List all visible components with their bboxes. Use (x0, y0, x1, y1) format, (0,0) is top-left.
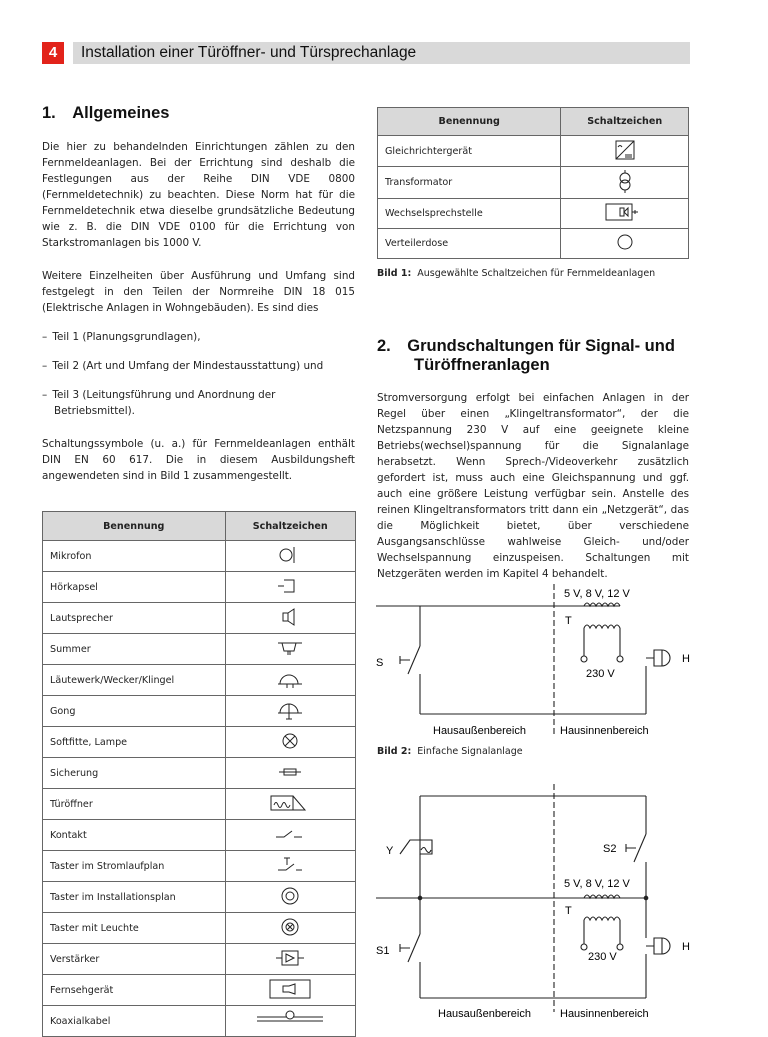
hoerkapsel-symbol (270, 575, 310, 597)
inside-label: Hausinnenbereich (560, 725, 649, 737)
col-header-benennung: Benennung (43, 512, 226, 541)
table-row-label: Taster im Stromlaufplan (43, 851, 226, 882)
door-opener-coil (421, 848, 431, 853)
transformer-secondary-coil (584, 603, 620, 606)
lautsprecher-symbol (270, 606, 310, 628)
terminal-icon (581, 656, 587, 662)
taster-symbol (270, 854, 310, 876)
koax-symbol (255, 1009, 325, 1031)
transformer-primary-coil (584, 625, 620, 656)
symbol-table-left (42, 511, 356, 1037)
table-row-label: Sicherung (43, 758, 226, 789)
figure1-text: Ausgewählte Schaltzeichen für Fernmeldeanlagen (417, 268, 656, 279)
table-row-label: Transformator (378, 167, 561, 199)
section1-heading: 1. Allgemeines (42, 104, 170, 122)
table-row-label: Läutewerk/Wecker/Klingel (43, 665, 226, 696)
taster-install-symbol (270, 885, 310, 907)
outside-label: Hausaußenbereich (438, 1008, 531, 1020)
col-header-schaltzeichen: Schaltzeichen (225, 512, 355, 541)
gleichrichter-symbol (605, 139, 645, 161)
summer-symbol (270, 637, 310, 659)
switch-s1-actuator (400, 944, 410, 952)
door-opener-label: Y (386, 845, 394, 857)
section2-heading-line2: Türöffneranlagen (414, 356, 550, 374)
switch-s-actuator (400, 656, 410, 664)
bell-label: H (682, 941, 690, 953)
transformer-primary-coil (584, 917, 620, 944)
terminal-icon (617, 656, 623, 662)
bell-h-symbol (646, 938, 670, 954)
section2-heading (377, 337, 697, 375)
table-row-label: Koaxialkabel (43, 1006, 226, 1037)
transformer-label: T (565, 905, 572, 917)
section1-list (42, 329, 355, 419)
figure2-label: Bild 2: (377, 746, 412, 757)
switch-label: S (376, 657, 384, 669)
list-item: – Teil 1 (Planungsgrundlagen), (42, 331, 201, 343)
table-row-label: Wechselsprechstelle (378, 199, 561, 229)
chapter-number: 4 (42, 42, 64, 64)
transformer-secondary-coil (584, 895, 620, 898)
mains-label: 230 V (586, 668, 615, 680)
wechselsprech-symbol (600, 201, 650, 223)
section2-paragraph: Stromversorgung erfolgt bei einfachen Anlagen in der Regel über einen „Klingeltransformator“, der die Netzspannung 230 V auf eine geeignete kleine Betriebs(wechsel)spannung für die Signalanlage herabsetzt. Wenn Sprech-/Videoverkehr zusätzlich gefordert ist, muss auch eine Gleichspannung und ggf. auch eine größere Leistung verfügbar sein. Anstelle des reinen Klingeltransformators tritt dann ein „Netzgerät“, das die Möglichkeit bietet, über verschiedene Ausgangsanschlüsse wahlweise Gleich- und/oder Wechselspannung einzuspeisen. Schaltungen mit Netzgeräten werden im Kapitel 4 behandelt. (377, 392, 689, 580)
inside-label: Hausinnenbereich (560, 1008, 649, 1020)
fernseh-symbol (265, 978, 315, 1000)
lampe-symbol (270, 730, 310, 752)
switch-s2-label: S2 (603, 843, 617, 855)
figure2-text: Einfache Signalanlage (417, 746, 523, 757)
list-item: – Teil 3 (Leitungsführung und Anordnung der Betriebsmittel). (42, 389, 276, 417)
sicherung-symbol (270, 761, 310, 783)
table-row-label: Summer (43, 634, 226, 665)
figure1-caption (377, 268, 655, 279)
transformator-symbol (605, 169, 645, 193)
table-row-label: Kontakt (43, 820, 226, 851)
bell-h-symbol (646, 650, 670, 666)
terminal-icon (617, 944, 623, 950)
list-item: – Teil 2 (Art und Umfang der Mindestausstattung) und (42, 360, 324, 372)
diagram-simple-signal-system (376, 584, 692, 740)
symbol-table-right (377, 107, 689, 259)
switch-s2-actuator (626, 844, 636, 852)
table-row-label: Türöffner (43, 789, 226, 820)
table-row-label: Verteilerdose (378, 229, 561, 259)
voltage-label: 5 V, 8 V, 12 V (564, 588, 630, 600)
table-row-label: Hörkapsel (43, 572, 226, 603)
table-row-label: Mikrofon (43, 541, 226, 572)
table-row-label: Verstärker (43, 944, 226, 975)
col-header-benennung: Benennung (378, 108, 561, 136)
outside-label: Hausaußenbereich (433, 725, 526, 737)
section1-paragraph3: Schaltungssymbole (u. a.) für Fernmeldeanlagen enthält DIN EN 60 617. Die in diesem Ausbildungsheft angewendeten sind in Bild 1 zusammengestellt. (42, 438, 355, 482)
tueroeffner-symbol (265, 792, 315, 814)
klingel-symbol (270, 668, 310, 690)
switch-s1-label: S1 (376, 945, 390, 957)
figure1-label: Bild 1: (377, 268, 412, 279)
section1-paragraph1: Die hier zu behandelnden Einrichtungen zählen zu den Fernmeldeanlagen. Bei der Errichtung sind deshalb die Festlegungen aus der Reihe DIN VDE 0800 (Fernmeldetechnik) zu beachten. Diese Norm hat für die Fernmeldetechnik etwa dieselbe grundsätzliche Bedeutung wie z. B. die DIN VDE 0100 für die Errichtung von Starkstromanlagen bis 1000 V. (42, 141, 355, 249)
chapter-title: Installation einer Türöffner- und Türsprechanlage (81, 44, 417, 61)
gong-symbol (270, 699, 310, 721)
transformer-label: T (565, 615, 572, 627)
taster-leuchte-symbol (270, 916, 310, 938)
col-header-schaltzeichen: Schaltzeichen (561, 108, 689, 136)
verstaerker-symbol (270, 947, 310, 969)
terminal-icon (581, 944, 587, 950)
table-row-label: Gong (43, 696, 226, 727)
bell-label: H (682, 653, 690, 665)
section1-paragraph2: Weitere Einzelheiten über Ausführung und Umfang sind festgelegt in den Teilen der Normreihe DIN 18 015 (Elektrische Anlagen in Wohngebäuden). Es sind dies (42, 270, 355, 314)
table-row-label: Softfitte, Lampe (43, 727, 226, 758)
table-row-label: Fernsehgerät (43, 975, 226, 1006)
verteilerdose-symbol (605, 231, 645, 253)
table-row-label: Taster mit Leuchte (43, 913, 226, 944)
table-row-label: Gleichrichtergerät (378, 136, 561, 167)
figure2-caption (377, 746, 523, 757)
table-row-label: Taster im Installationsplan (43, 882, 226, 913)
kontakt-symbol (270, 823, 310, 845)
mikrofon-symbol (270, 544, 310, 566)
voltage-label: 5 V, 8 V, 12 V (564, 878, 630, 890)
table-row-label: Lautsprecher (43, 603, 226, 634)
mains-label: 230 V (588, 951, 617, 963)
section2-heading-line1: 2. Grundschaltungen für Signal- und (377, 337, 675, 355)
diagram-door-opener-system (376, 784, 692, 1024)
